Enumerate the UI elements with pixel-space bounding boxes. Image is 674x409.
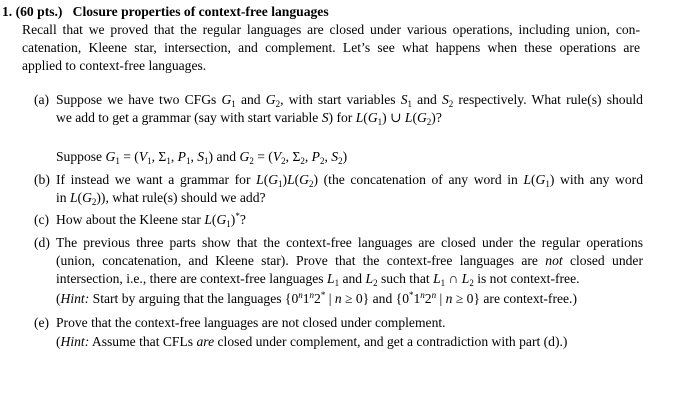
part-a-line-1: Suppose we have two CFGs $G_1$ and $G_2$, with start variables $S_1$ and $S_2$ respectively. What rule(s) should — [56, 92, 643, 109]
part-c-label: (c) — [34, 212, 50, 227]
part-c-line-1: How about the Kleene star $L(G_1)^*$? — [56, 211, 246, 229]
problem-title: Closure properties of context-free languages — [72, 4, 329, 19]
part-e-hint: (Hint: Assume that CFLs are closed under complement, and get a contradiction with part (d).) — [56, 334, 568, 349]
part-b-label: (b) — [34, 172, 50, 187]
part-a-label: (a) — [34, 92, 50, 107]
part-e-label: (e) — [34, 315, 50, 330]
part-d-line-3: intersection, i.e., there are context-free languages $L_1$ and $L_2$ such that $L_1$ ∩ $L_2$ is not context-free. — [56, 271, 580, 288]
intro-line-2: catenation, Kleene star, intersection, and complement. Let’s see what happens when these operations are — [22, 40, 640, 55]
part-d-line-2: (union, concatenation, and Kleene star). Prove that the context-free languages are not closed under — [56, 253, 643, 268]
part-a-line-2: we add to get a grammar (say with start variable S) for $L(G_1)$ ∪ $L(G_2)$? — [56, 110, 442, 127]
part-e-line-1: Prove that the context-free languages are not closed under complement. — [56, 315, 446, 330]
part-a-note: Suppose $G_1 = (V_1$, $\Sigma_1$, $P_1$, $S_1$) and $G_2 = (V_2$, $\Sigma_2$, $P_2$, $S_2$) — [56, 149, 348, 166]
part-b-line-2: in $L(G_2)$), what rule(s) should we add? — [56, 190, 266, 207]
problem-header — [2, 3, 329, 21]
intro-line-3: applied to context-free languages. — [22, 58, 207, 73]
part-d-label: (d) — [34, 235, 50, 250]
part-b-line-1: If instead we want a grammar for $L(G_1)L(G_2)$ (the concatenation of any word in $L(G_1)$ with any word — [56, 172, 643, 189]
problem-number: 1. — [2, 4, 13, 19]
part-d-line-1: The previous three parts show that the context-free languages are closed under the regular operations — [56, 235, 643, 250]
part-d-hint: (Hint: Start by arguing that the languages {0$^n$1$^n$2* | n ≥ 0} and {0*1$^n$2$^n$ | n ≥ 0} are context-free.) — [56, 290, 577, 306]
intro-line-1: Recall that we proved that the regular languages are closed under various operations, including union, con- — [22, 22, 640, 37]
problem-points: (60 pts.) — [15, 4, 63, 19]
